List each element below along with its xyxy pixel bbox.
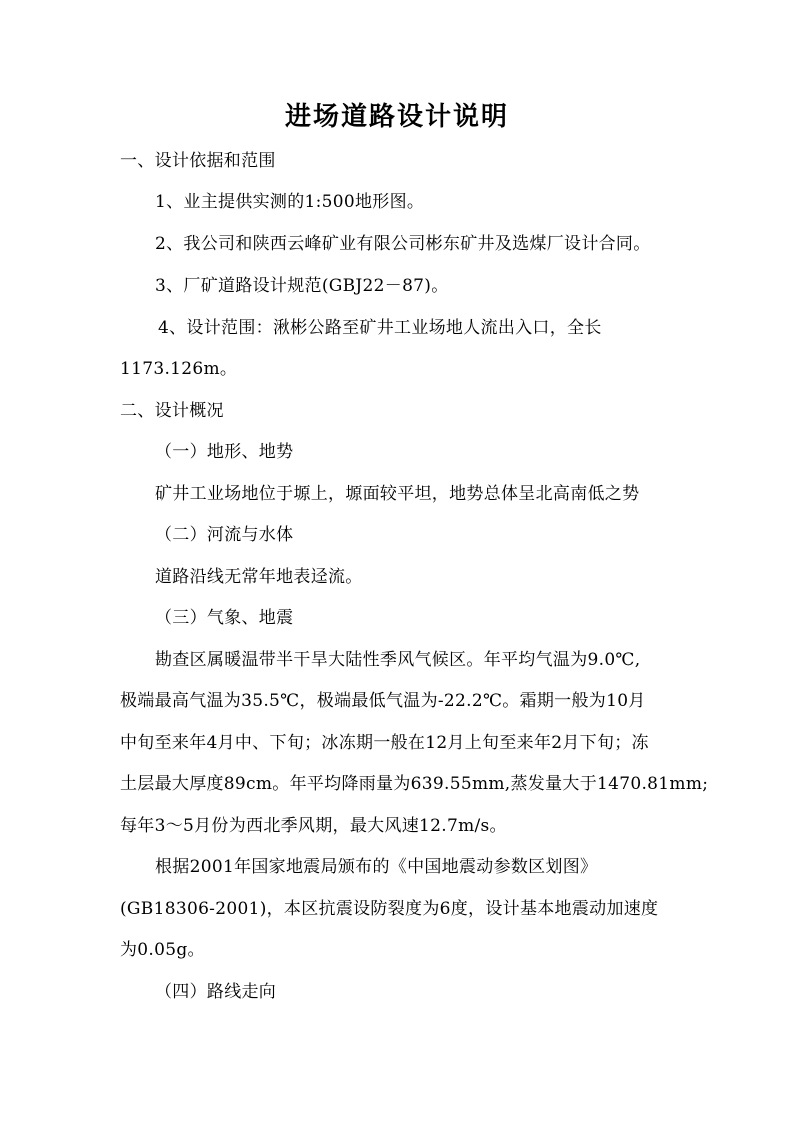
basis-item-3: 3、厂矿道路设计规范(GBJ22－87)。: [155, 276, 449, 296]
climate-line-5: 每年3～5月份为西北季风期，最大风速12.7m/s。: [120, 816, 507, 836]
seismic-line-1: 根据2001年国家地震局颁布的《中国地震动参数区划图》: [155, 857, 598, 877]
seismic-line-3: 为0.05g。: [120, 940, 205, 960]
subsection-heading-route: （四）路线走向: [155, 982, 277, 1002]
basis-item-2: 2、我公司和陕西云峰矿业有限公司彬东矿井及选煤厂设计合同。: [155, 234, 651, 254]
climate-line-1: 勘查区属暖温带半干旱大陆性季风气候区。年平均气温为9.0℃,: [155, 650, 641, 670]
subsection-heading-water: （二）河流与水体: [155, 525, 294, 545]
subsection-heading-terrain: （一）地形、地势: [155, 442, 294, 462]
page-title: 进场道路设计说明: [284, 102, 509, 132]
basis-item-4-line1: 4、设计范围：湫彬公路至矿井工业场地人流出入口，全长: [158, 318, 602, 338]
basis-item-4-line2: 1173.126m。: [120, 359, 238, 379]
climate-line-2: 极端最高气温为35.5℃，极端最低气温为-22.2℃。霜期一般为10月: [120, 691, 646, 711]
section-heading-2: 二、设计概况: [120, 401, 224, 421]
terrain-text: 矿井工业场地位于塬上，塬面较平坦，地势总体呈北高南低之势: [155, 484, 640, 504]
climate-line-4: 土层最大厚度89cm。年平均降雨量为639.55mm,蒸发量大于1470.81mm;: [120, 774, 709, 794]
section-heading-1: 一、设计依据和范围: [120, 151, 276, 171]
basis-item-1: 1、业主提供实测的1:500地形图。: [155, 192, 425, 212]
subsection-heading-climate: （三）气象、地震: [155, 608, 294, 628]
climate-line-3: 中旬至来年4月中、下旬；冰冻期一般在12月上旬至来年2月下旬；冻: [120, 733, 649, 753]
seismic-line-2: (GB18306-2001)，本区抗震设防裂度为6度，设计基本地震动加速度: [120, 899, 659, 919]
water-text: 道路沿线无常年地表迳流。: [155, 567, 363, 587]
